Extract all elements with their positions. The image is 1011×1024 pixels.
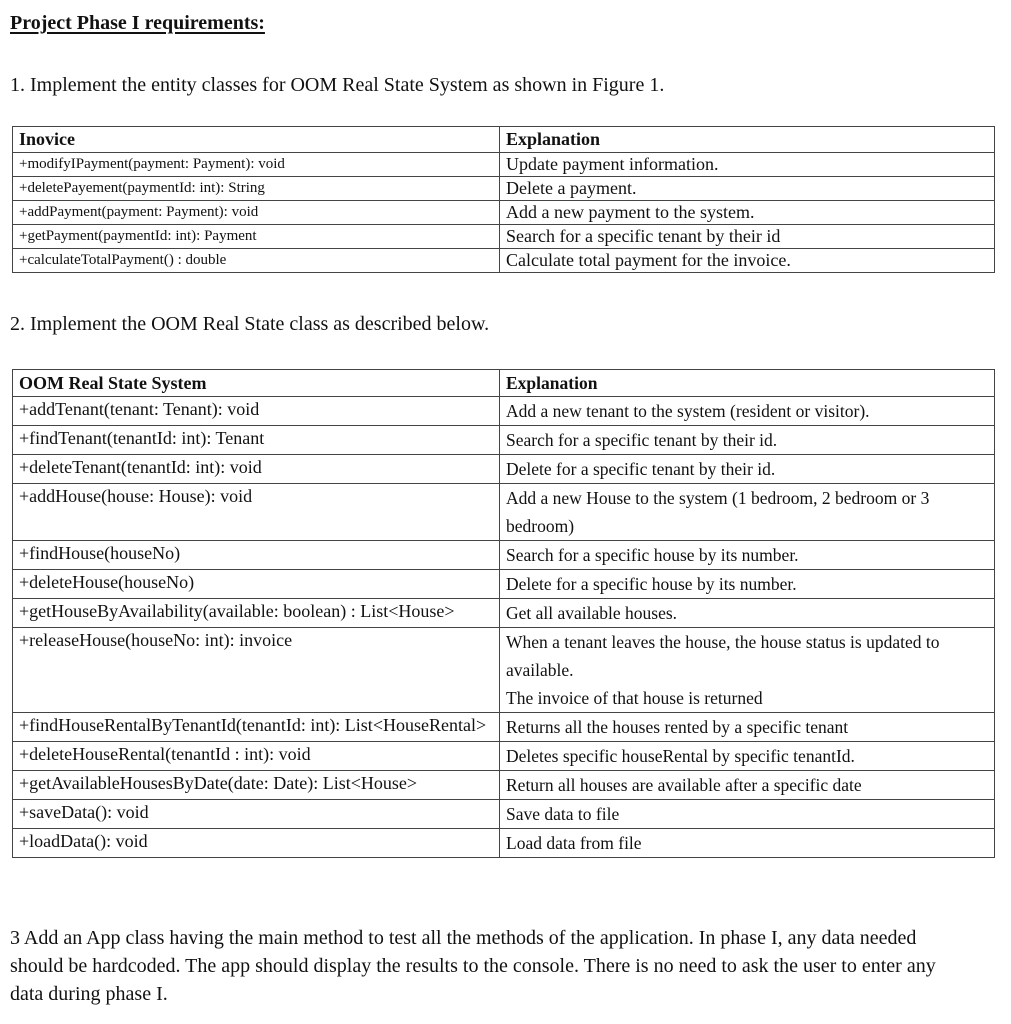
- explanation-line: The invoice of that house is returned: [506, 688, 763, 708]
- system-header: OOM Real State System: [13, 370, 500, 397]
- explanation-cell: Delete a payment.: [500, 177, 995, 201]
- table-row: [13, 455, 995, 484]
- table-row: [13, 713, 995, 742]
- method-cell: +releaseHouse(houseNo: int): invoice: [13, 628, 500, 713]
- method-cell: +deleteTenant(tenantId: int): void: [13, 455, 500, 484]
- explanation-line: When a tenant leaves the house, the house status is updated to available.: [506, 632, 940, 680]
- explanation-cell: Add a new tenant to the system (resident or visitor).: [500, 397, 995, 426]
- table-row: [13, 177, 995, 201]
- step-3-text: 3 Add an App class having the main method to test all the methods of the application. In phase I, any data needed should be hardcoded. The app should display the results to the console. There is no need to ask the user to enter any data during phase I.: [10, 927, 936, 1005]
- system-table: [12, 369, 995, 858]
- explanation-cell: Get all available houses.: [500, 599, 995, 628]
- explanation-cell: Add a new House to the system (1 bedroom, 2 bedroom or 3 bedroom): [500, 484, 995, 541]
- explanation-header: Explanation: [500, 370, 995, 397]
- method-cell: +deleteHouseRental(tenantId : int): void: [13, 742, 500, 771]
- table-row: [13, 628, 995, 713]
- explanation-cell: Delete for a specific house by its number.: [500, 570, 995, 599]
- table-row: [13, 426, 995, 455]
- explanation-header: Explanation: [500, 127, 995, 153]
- table-row: [13, 484, 995, 541]
- method-cell: +loadData(): void: [13, 829, 500, 858]
- method-cell: +saveData(): void: [13, 800, 500, 829]
- step-1-text: 1. Implement the entity classes for OOM Real State System as shown in Figure 1.: [10, 74, 665, 96]
- table-row: [13, 771, 995, 800]
- page-title: Project Phase I requirements:: [10, 12, 265, 34]
- table-row: [13, 397, 995, 426]
- explanation-cell: Update payment information.: [500, 153, 995, 177]
- explanation-cell: Load data from file: [500, 829, 995, 858]
- method-cell: +addPayment(payment: Payment): void: [13, 201, 500, 225]
- table-row: [13, 201, 995, 225]
- table-row: [13, 829, 995, 858]
- explanation-cell: Save data to file: [500, 800, 995, 829]
- method-cell: +calculateTotalPayment() : double: [13, 249, 500, 273]
- explanation-cell: Search for a specific tenant by their id.: [500, 426, 995, 455]
- method-cell: +addHouse(house: House): void: [13, 484, 500, 541]
- table-row: [13, 225, 995, 249]
- explanation-cell: Search for a specific tenant by their id: [500, 225, 995, 249]
- step-2-text: 2. Implement the OOM Real State class as described below.: [10, 313, 490, 335]
- method-cell: +getPayment(paymentId: int): Payment: [13, 225, 500, 249]
- explanation-cell: Calculate total payment for the invoice.: [500, 249, 995, 273]
- explanation-cell: Returns all the houses rented by a specific tenant: [500, 713, 995, 742]
- method-cell: +addTenant(tenant: Tenant): void: [13, 397, 500, 426]
- invoice-table: [12, 126, 995, 273]
- explanation-cell: Return all houses are available after a specific date: [500, 771, 995, 800]
- table-row: [13, 742, 995, 771]
- method-cell: +deletePayement(paymentId: int): String: [13, 177, 500, 201]
- method-cell: +deleteHouse(houseNo): [13, 570, 500, 599]
- table-row: [13, 599, 995, 628]
- table-header-row: [13, 127, 995, 153]
- table-row: [13, 541, 995, 570]
- table-row: [13, 570, 995, 599]
- explanation-cell: Delete for a specific tenant by their id.: [500, 455, 995, 484]
- method-cell: +findHouseRentalByTenantId(tenantId: int): List<HouseRental>: [13, 713, 500, 742]
- method-cell: +findHouse(houseNo): [13, 541, 500, 570]
- table-row: [13, 800, 995, 829]
- method-cell: +findTenant(tenantId: int): Tenant: [13, 426, 500, 455]
- table-row: [13, 249, 995, 273]
- explanation-cell: [500, 628, 995, 713]
- method-cell: +getAvailableHousesByDate(date: Date): List<House>: [13, 771, 500, 800]
- table-header-row: [13, 370, 995, 397]
- method-cell: +modifyIPayment(payment: Payment): void: [13, 153, 500, 177]
- explanation-cell: Deletes specific houseRental by specific tenantId.: [500, 742, 995, 771]
- method-cell: +getHouseByAvailability(available: boolean) : List<House>: [13, 599, 500, 628]
- invoice-header: Inovice: [13, 127, 500, 153]
- explanation-cell: Search for a specific house by its number.: [500, 541, 995, 570]
- table-row: [13, 153, 995, 177]
- explanation-cell: Add a new payment to the system.: [500, 201, 995, 225]
